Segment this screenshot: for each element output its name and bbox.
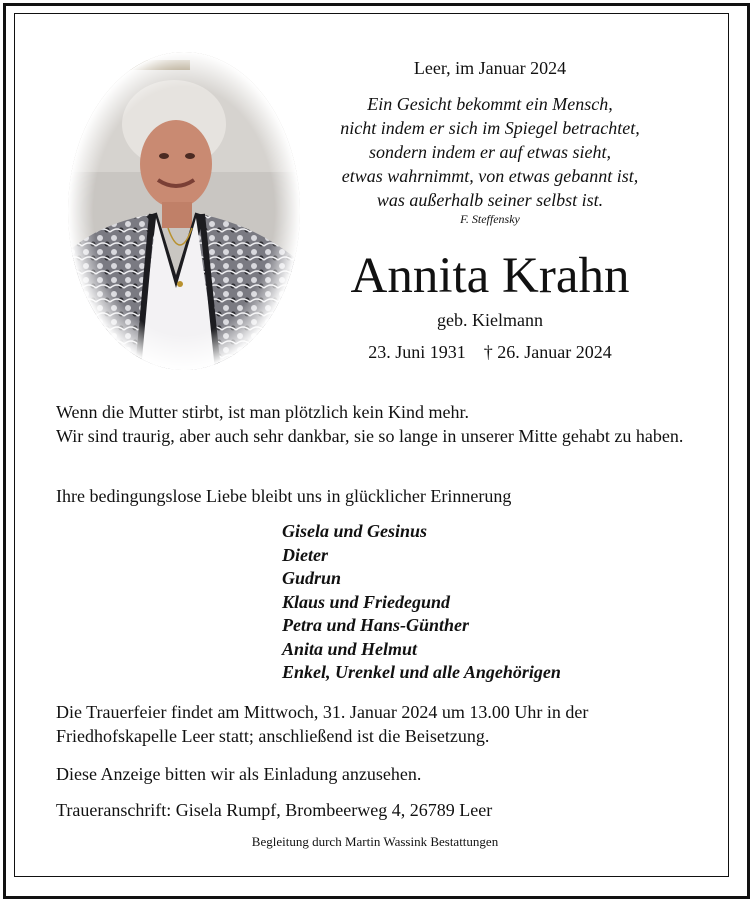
intro-text: [56, 400, 706, 448]
mourner-entry: Petra und Hans-Günther: [282, 615, 470, 635]
mourner-entry: Enkel, Urenkel und alle Angehörigen: [282, 662, 561, 682]
mourner-entry: Klaus und Friedegund: [282, 591, 451, 612]
mourner-entry: Dieter: [282, 544, 328, 565]
invitation-note: Diese Anzeige bitten wir als Einladung anzusehen.: [56, 764, 422, 784]
quote-line: etwas wahrnimmt, von etwas gebannt ist,: [341, 166, 639, 186]
birth-name: geb. Kielmann: [437, 310, 543, 330]
funeral-info: Die Trauerfeier findet am Mittwoch, 31. Januar 2024 um 13.00 Uhr in der Friedhofskapelle Leer statt; anschließend ist die Beisetzung.: [56, 702, 589, 746]
mourner-entry: Gudrun: [282, 568, 342, 588]
intro-line: Wir sind traurig, aber auch sehr dankbar, sie so lange in unserer Mitte gehabt zu haben.: [56, 426, 684, 446]
mourner-entry: Gisela und Gesinus: [282, 521, 428, 541]
death-date: † 26. Januar 2024: [483, 342, 612, 362]
mourning-address: Traueranschrift: Gisela Rumpf, Brombeerweg 4, 26789 Leer: [56, 800, 493, 820]
portrait-illustration: [68, 52, 300, 370]
mourners-list: [282, 520, 561, 685]
mourner-entry: Anita und Helmut: [282, 638, 418, 659]
deceased-name: Annita Krahn: [350, 248, 630, 304]
place-and-date: Leer, im Januar 2024: [413, 58, 567, 78]
quote-author: F. Steffensky: [460, 212, 520, 226]
intro-line: Wenn die Mutter stirbt, ist man plötzlich kein Kind mehr.: [56, 402, 469, 422]
memory-text: Ihre bedingungslose Liebe bleibt uns in glücklicher Erinnerung: [56, 486, 512, 506]
quote: [300, 92, 680, 212]
portrait-photo: [68, 52, 300, 370]
quote-line: nicht indem er sich im Spiegel betrachtet,: [340, 118, 640, 138]
quote-line: Ein Gesicht bekommt ein Mensch,: [367, 94, 613, 114]
undertaker-credit: Begleitung durch Martin Wassink Bestattungen: [251, 834, 499, 849]
quote-line: was außerhalb seiner selbst ist.: [376, 190, 604, 210]
birth-date: 23. Juni 1931: [368, 342, 466, 362]
quote-line: sondern indem er auf etwas sieht,: [369, 142, 611, 162]
life-dates: [330, 342, 650, 363]
